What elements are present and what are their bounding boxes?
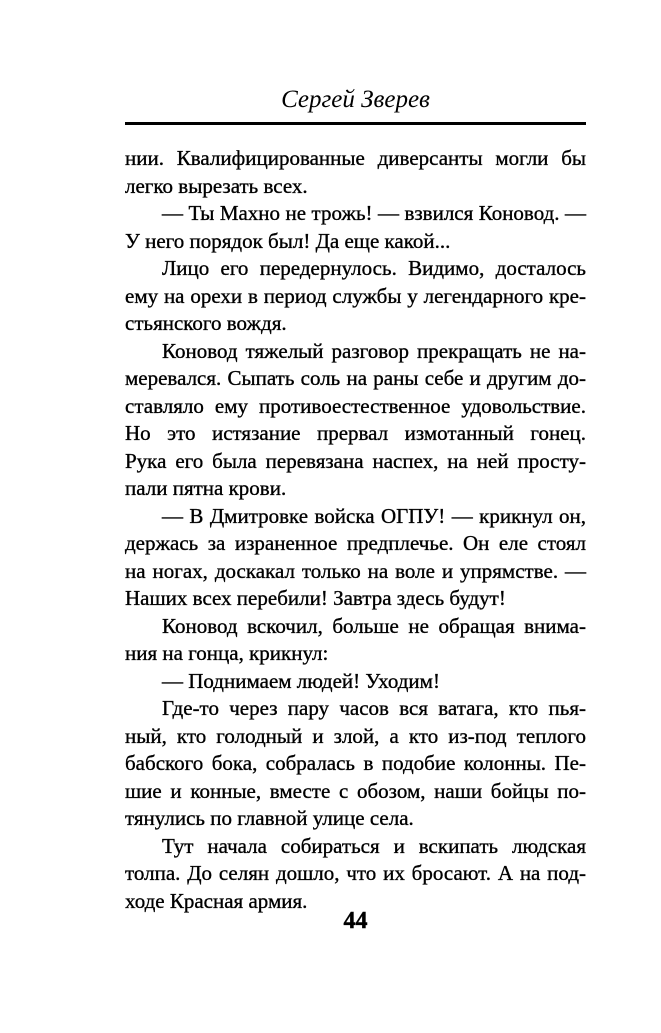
text-line: пали пятна крови.: [125, 476, 287, 500]
text-line: — В Дмитровке войска ОГПУ! — крикнул он,: [162, 503, 586, 528]
text-line: ему на орехи в период службы у легендарного кре-: [125, 283, 586, 308]
page-number: 44: [343, 908, 368, 934]
text-line: Наших всех перебили! Завтра здесь будут!: [125, 586, 506, 610]
text-line: легко вырезать всех.: [125, 173, 308, 198]
text-line: меревался. Сыпать соль на раны себе и другим до-: [125, 366, 586, 390]
text-line: Коновод вскочил, больше не обращая внима-: [162, 613, 586, 638]
text-line: нии. Квалифицированные диверсанты могли бы: [125, 146, 586, 170]
text-line: ходе Красная армия.: [125, 888, 308, 913]
text-line: держась за израненное предплечье. Он еле стоял: [125, 531, 586, 555]
text-line: У него порядок был! Да еще какой...: [125, 228, 451, 253]
running-header-author: Сергей Зверев: [281, 86, 430, 113]
text-line: Но это истязание прервал измотанный гонец.: [125, 421, 586, 445]
text-line: Лицо его передернулось. Видимо, досталось: [162, 256, 586, 280]
text-line: стьянского вождя.: [125, 311, 287, 335]
text-line: — Поднимаем людей! Уходим!: [162, 668, 440, 693]
text-line: шие и конные, вместе с обозом, наши бойцы по-: [125, 778, 586, 803]
text-line: — Ты Махно не трожь! — взвился Коновод. —: [162, 201, 586, 225]
text-line: ния на гонца, крикнул:: [125, 641, 329, 665]
text-line: толпа. До селян дошло, что их бросают. А на под-: [125, 861, 586, 885]
page-body-text: [125, 145, 586, 915]
text-line: бабского бока, собралась в подобие колонны. Пе-: [125, 751, 586, 775]
text-line: ставляло ему противоестественное удовольствие.: [125, 393, 586, 418]
text-line: Коновод тяжелый разговор прекращать не на-: [162, 338, 586, 363]
text-line: Рука его была перевязана наспех, на ней просту-: [125, 448, 586, 473]
text-line: на ногах, доскакал только на воле и упрямстве. —: [125, 558, 586, 583]
text-line: ный, кто голодный и злой, а кто из-под теплого: [125, 723, 586, 748]
header-rule: [125, 122, 586, 125]
text-line: тянулись по главной улице села.: [125, 806, 414, 830]
text-line: Где-то через пару часов вся ватага, кто пья-: [162, 696, 586, 720]
text-line: Тут начала собираться и вскипать людская: [162, 833, 586, 858]
